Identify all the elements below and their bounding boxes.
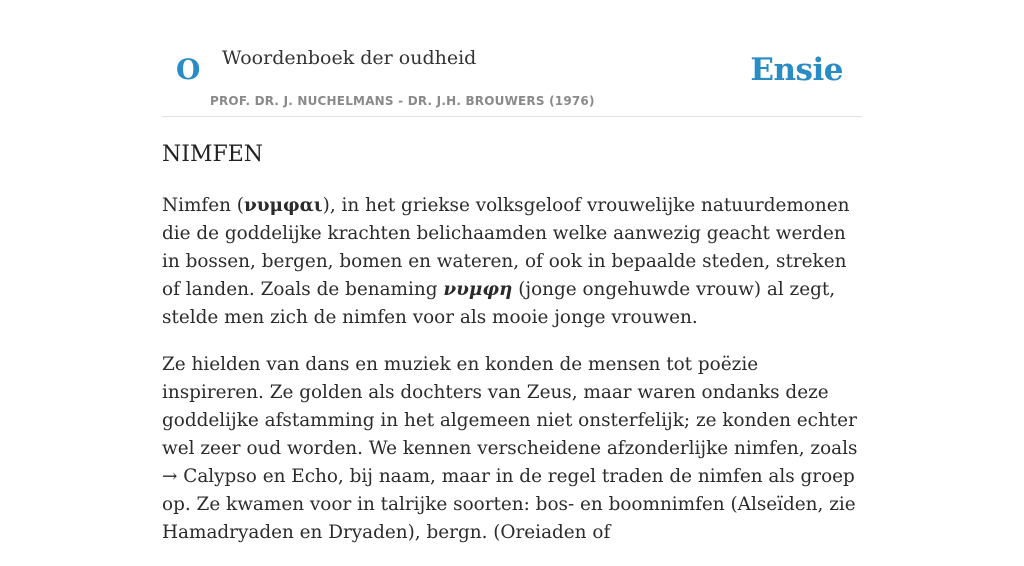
header [162,0,862,117]
calypso-link[interactable]: → Calypso [162,466,257,487]
p1-text-2: ), in het griekse volksgeloof vrouwelijke natuurdemonen die de goddelijke krachten belichaamden welke aanwezig geacht werden in bossen, bergen, bomen en wateren, of ook in bepaalde steden, streken of landen. Zoals de benaming [162,195,850,300]
ensie-logo-link[interactable]: Ensie [750,52,843,88]
p2-text-1: Ze hielden van dans en muziek en konden de mensen tot poëzie inspireren. Ze golden als dochters van Zeus, maar waren ondanks deze goddelijke afstamming in het algemeen niet onsterfelijk; ze konden echter wel zeer oud worden. We kennen verscheidene afzonderlijke nimfen, zoals [162,354,858,459]
paragraph-1 [162,192,862,332]
p1-text-1: Nimfen ( [162,195,244,216]
greek-term-nymphe: νυμφη [443,279,513,300]
index-letter[interactable]: O [176,53,201,86]
paragraph-2 [162,351,862,547]
p1-text-3: (jonge ongehuwde vrouw) al zegt, stelde men zich de nimfen voor als mooie jonge vrouwen. [162,279,836,328]
entry-content [162,192,862,566]
book-authors: PROF. DR. J. NUCHELMANS - DR. J.H. BROUWERS (1976) [210,94,595,108]
book-title[interactable]: Woordenboek der oudheid [222,47,477,69]
p2-text-2: en Echo, bij naam, maar in de regel traden de nimfen als groep op. Ze kwamen voor in talrijke soorten: bos- en boomnimfen (Alseïden, zie Hamadryaden en Dryaden), bergn. (Oreiaden of [162,466,856,543]
entry-title: NIMFEN [162,142,264,167]
greek-term-nymphai: νυμφαι [243,195,323,216]
